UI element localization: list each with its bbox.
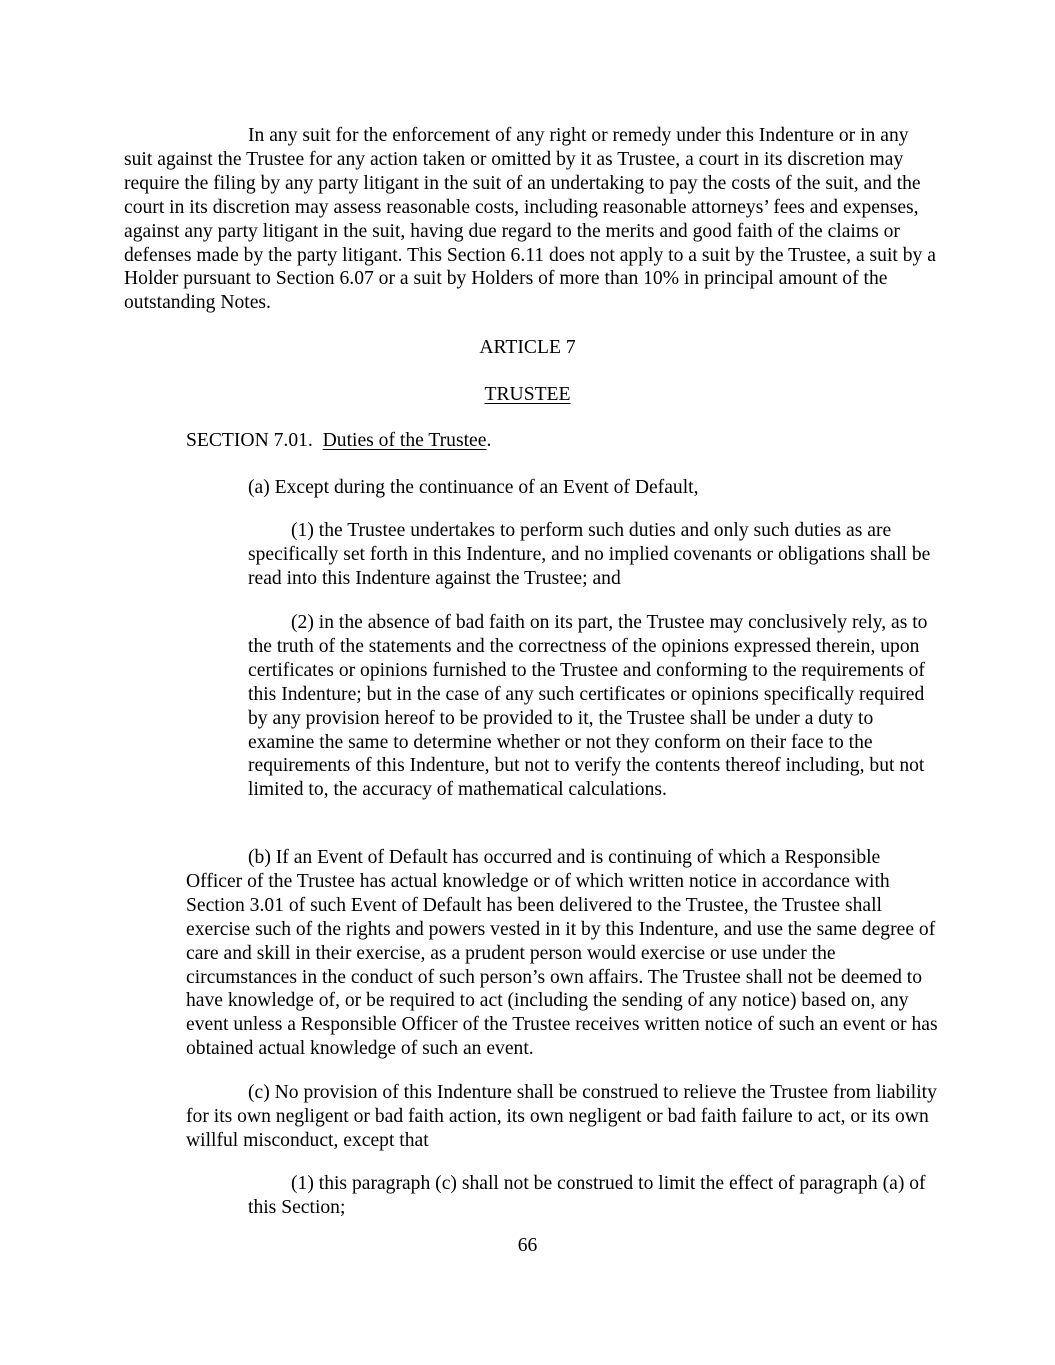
page-number: 66: [517, 1235, 538, 1256]
section-title-period: .: [486, 430, 492, 451]
article-title: TRUSTEE: [484, 384, 571, 405]
section-title: Duties of the Trustee: [322, 430, 487, 451]
paragraph-a2: (2) in the absence of bad faith on its part, the Trustee may conclusively rely, as to the truth of the statements and the correctness of the opinions expressed therein, upon certificates or opinions furnished to the Trustee and conforming to the requirements of this Indenture; but in the case of any such certificates or opinions specifically required by any provision hereof to be provided to it, the Trustee shall be under a duty to examine the same to determine whether or not they conform on their face to the requirements of this Indenture, but not to verify the contents thereof including, but not limited to, the accuracy of mathematical calculations.: [248, 612, 928, 801]
section-number: SECTION 7.01.: [186, 430, 313, 451]
paragraph-a: (a) Except during the continuance of an Event of Default,: [248, 477, 699, 498]
paragraph-c: (c) No provision of this Indenture shall be construed to relieve the Trustee from liability for its own negligent or bad faith action, its own negligent or bad faith failure to act, or its own willful misconduct, except that: [186, 1082, 937, 1151]
article-heading: ARTICLE 7: [479, 337, 576, 358]
intro-paragraph: In any suit for the enforcement of any right or remedy under this Indenture or in any suit against the Trustee for any action taken or omitted by it as Trustee, a court in its discretion may require the filing by any party litigant in the suit of an undertaking to pay the costs of the suit, and the court in its discretion may assess reasonable costs, including reasonable attorneys’ fees and expenses, against any party litigant in the suit, having due regard to the merits and good faith of the claims or defenses made by the party litigant. This Section 6.11 does not apply to a suit by the Trustee, a suit by a Holder pursuant to Section 6.07 or a suit by Holders of more than 10% in principal amount of the outstanding Notes.: [124, 125, 936, 314]
paragraph-a1: (1) the Trustee undertakes to perform such duties and only such duties as are specifically set forth in this Indenture, and no implied covenants or obligations shall be read into this Indenture against the Trustee; and: [248, 520, 931, 589]
paragraph-c1: (1) this paragraph (c) shall not be construed to limit the effect of paragraph (a) of this Section;: [248, 1173, 926, 1218]
section-heading: [186, 429, 936, 453]
paragraph-b: (b) If an Event of Default has occurred and is continuing of which a Responsible Officer of the Trustee has actual knowledge or of which written notice in accordance with Section 3.01 of such Event of Default has been delivered to the Trustee, the Trustee shall exercise such of the rights and powers vested in it by this Indenture, and use the same degree of care and skill in their exercise, as a prudent person would exercise or use under the circumstances in the conduct of such person’s own affairs. The Trustee shall not be deemed to have knowledge of, or be required to act (including the sending of any notice) based on, any event unless a Responsible Officer of the Trustee receives written notice of such an event or has obtained actual knowledge of such an event.: [186, 847, 938, 1060]
